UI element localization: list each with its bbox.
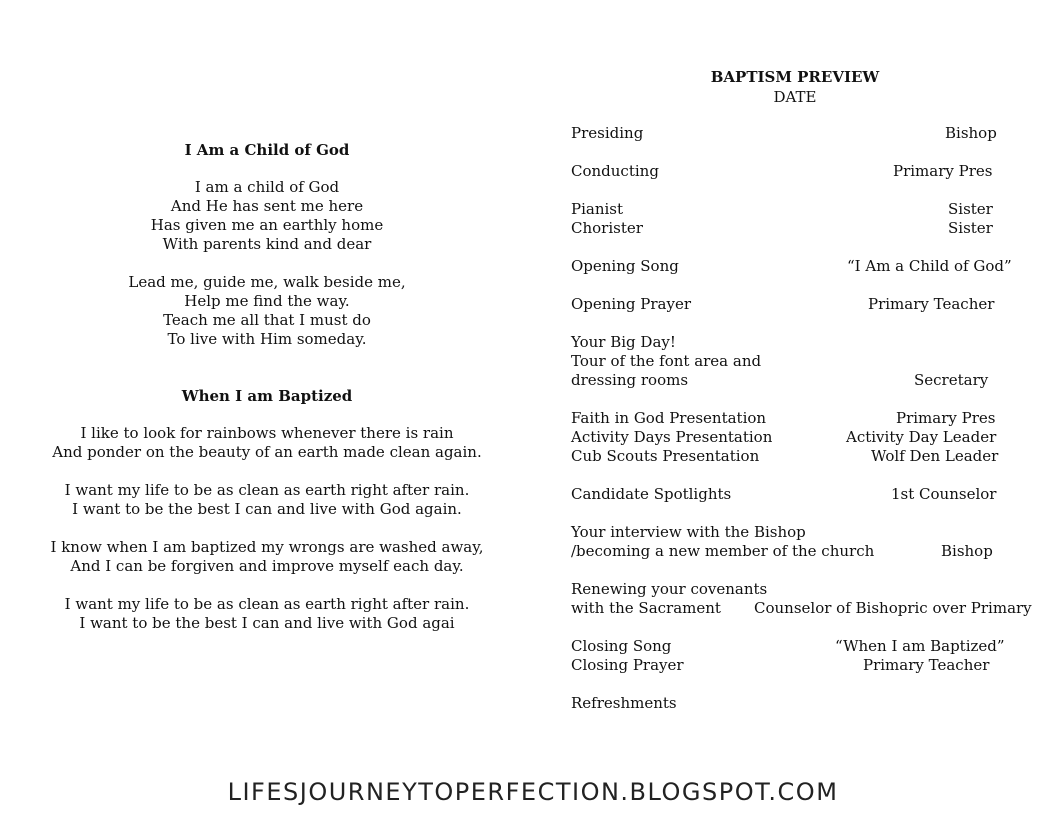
program-group: [571, 333, 1021, 390]
program-row: [571, 371, 1021, 390]
lyric-line: I know when I am baptized my wrongs are washed away,: [50, 538, 484, 556]
program-assignee: “I Am a Child of God”: [847, 257, 1012, 275]
program-row: [571, 200, 1021, 219]
program-group: [571, 580, 1032, 618]
program-assignee: Bishop: [941, 542, 993, 560]
program-assignee: Secretary: [914, 371, 989, 389]
program-title: BAPTISM PREVIEW: [710, 68, 880, 86]
program-part: Closing Prayer: [571, 656, 684, 674]
song-title: I Am a Child of God: [184, 141, 350, 159]
lyric-line: I want to be the best I can and live with God agai: [79, 614, 455, 632]
program-part: /becoming a new member of the church: [571, 542, 875, 560]
program-row: [571, 656, 1021, 675]
program-part: dressing rooms: [571, 371, 689, 389]
program-row: [571, 428, 1021, 447]
program-group: [571, 257, 1021, 276]
program-assignee: Sister: [948, 219, 993, 237]
program-group: [571, 162, 1021, 181]
program-part: Conducting: [571, 162, 659, 180]
song-when-i-am-baptized: [40, 387, 494, 633]
program-part: Cub Scouts Presentation: [571, 447, 760, 465]
lyric-line: Lead me, guide me, walk beside me,: [128, 273, 406, 291]
song-spacer: [40, 368, 494, 387]
lyric-line: And ponder on the beauty of an earth made clean again.: [52, 443, 482, 461]
program-assignee: Bishop: [945, 124, 997, 142]
program-part: Presiding: [571, 124, 644, 142]
program-group: [571, 523, 1021, 561]
lyric-line: I want to be the best I can and live with God again.: [72, 500, 462, 518]
program-assignee: Primary Pres: [893, 162, 993, 180]
stanza: [40, 424, 494, 462]
program-assignee: Counselor of Bishopric over Primary: [754, 599, 1032, 617]
program-part: Renewing your covenants: [571, 580, 768, 598]
program-part: Refreshments: [571, 694, 677, 712]
program-row: [571, 694, 1021, 713]
program-group: [571, 200, 1021, 238]
program-assignee: Wolf Den Leader: [871, 447, 999, 465]
program-part: Your interview with the Bishop: [571, 523, 806, 541]
lyric-line: With parents kind and dear: [162, 235, 372, 253]
program-row: [571, 162, 1021, 181]
stanza: [40, 178, 494, 254]
lyric-line: I want my life to be as clean as earth right after rain.: [64, 481, 470, 499]
song-lyrics-column: [40, 141, 494, 652]
song-i-am-a-child-of-god: [40, 141, 494, 349]
lyric-line: I like to look for rainbows whenever there is rain: [80, 424, 454, 442]
program-row: [571, 333, 1021, 352]
lyric-line: Has given me an earthly home: [150, 216, 384, 234]
program-assignee: Primary Pres: [896, 409, 996, 427]
program-list: [571, 124, 1032, 732]
lyric-line: To live with Him someday.: [167, 330, 367, 348]
program-part: Activity Days Presentation: [571, 428, 773, 446]
program-row: [571, 295, 1021, 314]
program-part: Candidate Spotlights: [571, 485, 732, 503]
program-assignee: Activity Day Leader: [846, 428, 997, 446]
program-date: DATE: [773, 88, 817, 106]
program-row: [571, 599, 1032, 618]
stanza: [40, 595, 494, 633]
program-part: Closing Song: [571, 637, 672, 655]
program-row: [571, 637, 1021, 656]
lyric-line: And I can be forgiven and improve myself each day.: [70, 557, 464, 575]
program-group: [571, 124, 1021, 143]
lyric-line: I am a child of God: [194, 178, 340, 196]
program-part: Tour of the font area and: [571, 352, 762, 370]
song-title: When I am Baptized: [181, 387, 353, 405]
program-part: Your Big Day!: [571, 333, 676, 351]
program-header: [690, 67, 900, 107]
program-group: [571, 295, 1021, 314]
program-assignee: “When I am Baptized”: [835, 637, 1005, 655]
program-assignee: Primary Teacher: [863, 656, 990, 674]
program-part: Opening Song: [571, 257, 679, 275]
stanza: [40, 481, 494, 519]
program-part: Faith in God Presentation: [571, 409, 767, 427]
program-group: [571, 637, 1021, 675]
stanza: [40, 538, 494, 576]
program-row: [571, 580, 1021, 599]
program-row: [571, 523, 1021, 542]
program-assignee: Primary Teacher: [868, 295, 995, 313]
program-row: [571, 485, 1021, 504]
lyric-line: Teach me all that I must do: [163, 311, 371, 329]
program-group: [571, 694, 1021, 713]
lyric-line: I want my life to be as clean as earth right after rain.: [64, 595, 470, 613]
program-row: [571, 219, 1021, 238]
program-assignee: 1st Counselor: [891, 485, 997, 503]
program-group: [571, 409, 1021, 466]
program-row: [571, 257, 1021, 276]
program-row: [571, 447, 1021, 466]
lyric-line: Help me find the way.: [184, 292, 350, 310]
program-assignee: Sister: [948, 200, 993, 218]
program-row: [571, 352, 1021, 371]
program-row: [571, 124, 1021, 143]
program-part: Chorister: [571, 219, 643, 237]
program-row: [571, 409, 1021, 428]
program-part: Opening Prayer: [571, 295, 691, 313]
program-row: [571, 542, 1021, 561]
lyric-line: And He has sent me here: [170, 197, 364, 215]
program-part: with the Sacrament: [571, 599, 721, 617]
footer-url: LIFESJOURNEYTOPERFECTION.BLOGSPOT.COM: [227, 778, 839, 806]
stanza: [40, 273, 494, 349]
program-part: Pianist: [571, 200, 624, 218]
program-group: [571, 485, 1021, 504]
